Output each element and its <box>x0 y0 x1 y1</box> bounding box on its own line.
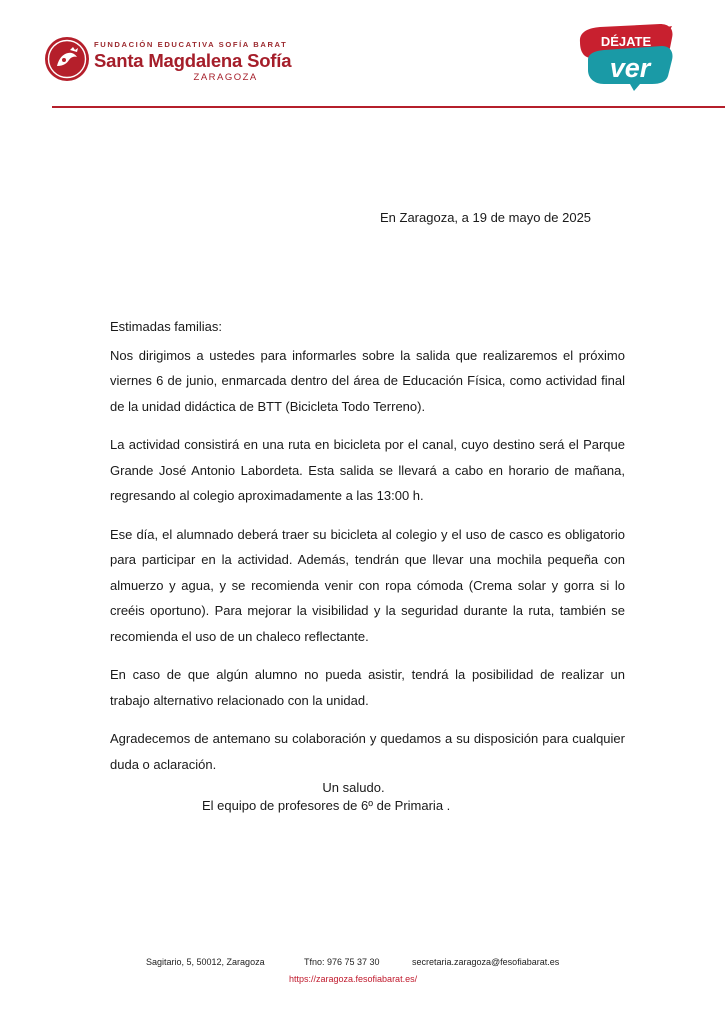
letter-body <box>110 314 625 790</box>
letter-paragraph: En caso de que algún alumno no pueda asistir, tendrá la posibilidad de realizar un trabajo alternativo relacionado con la unidad. <box>110 667 625 708</box>
school-seal-icon <box>44 36 90 82</box>
letter-paragraph: La actividad consistirá en una ruta en bicicleta por el canal, cuyo destino será el Parque Grande José Antonio Labordeta. Esta salida se llevará a cabo en horario de mañana, regresando al colegio aproximadamente a las 13:00 h. <box>110 437 625 503</box>
dejate-ver-logo <box>574 24 678 92</box>
letter-paragraph: Nos dirigimos a ustedes para informarles sobre la salida que realizaremos el próximo viernes 6 de junio, enmarcada dentro del área de Educación Física, como actividad final de la unidad didáctica de BTT (Bicicleta Todo Terreno). <box>110 347 625 414</box>
letter-closing: Un saludo. <box>322 780 385 795</box>
school-city: ZARAGOZA <box>193 72 258 83</box>
badge-bottom-text: ver <box>609 53 651 83</box>
letter-greeting: Estimadas familias: <box>110 319 222 334</box>
school-logo <box>44 36 344 86</box>
footer-website-link[interactable]: https://zaragoza.fesofiabarat.es/ <box>289 974 418 984</box>
badge-top-text: DÉJATE <box>600 34 652 49</box>
letter-paragraph: Ese día, el alumnado deberá traer su bicicleta al colegio y el uso de casco es obligatorio para participar en la actividad. Además, tendrán que llevar una mochila pequeña con almuerzo y agua, y se recomienda venir con ropa cómoda (Crema solar y gorra si lo creéis oportuno). Para mejorar la visibilidad y la seguridad durante la ruta, también se recomienda el uso de un chaleco reflectante. <box>110 526 625 644</box>
letter-signature: El equipo de profesores de 6º de Primaria . <box>202 798 451 813</box>
header-divider <box>52 106 725 108</box>
school-name: Santa Magdalena Sofía <box>94 50 292 71</box>
letter-date: En Zaragoza, a 19 de mayo de 2025 <box>380 210 592 225</box>
footer-phone: Tfno: 976 75 37 30 <box>304 957 380 967</box>
foundation-name: FUNDACIÓN EDUCATIVA SOFÍA BARAT <box>94 40 288 49</box>
letter-paragraph: Agradecemos de antemano su colaboración y quedamos a su disposición para cualquier duda o aclaración. <box>110 731 625 772</box>
school-name-block <box>94 40 291 83</box>
letter-closing-row <box>0 780 725 795</box>
letterhead <box>0 0 725 110</box>
footer-address: Sagitario, 5, 50012, Zaragoza <box>146 957 265 967</box>
footer-email[interactable]: secretaria.zaragoza@fesofiabarat.es <box>412 957 560 967</box>
